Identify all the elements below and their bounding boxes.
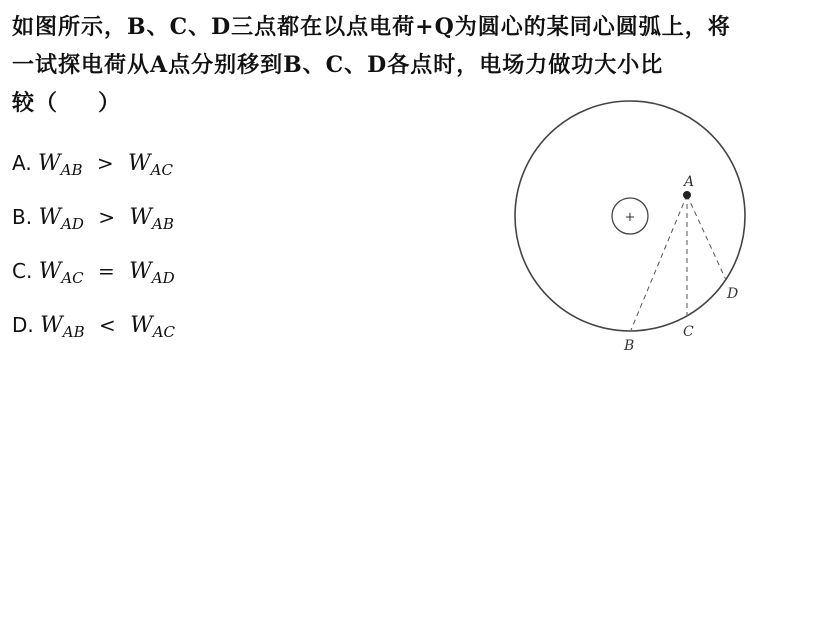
option-b-left: $W_{AD}$ — [38, 205, 84, 233]
option-a[interactable] — [12, 148, 173, 178]
option-b-relation: > — [98, 205, 116, 229]
option-c-right: $W_{AD}$ — [129, 259, 175, 287]
line-a-b — [631, 195, 687, 330]
stem-line-1: 如图所示，B、C、D三点都在以点电荷+Q为圆心的某同心圆弧上，将 — [12, 14, 731, 40]
label-b: B — [624, 338, 635, 354]
label-a: A — [684, 174, 695, 190]
point-a-dot — [683, 191, 691, 199]
stem-line-2: 一试探电荷从A点分别移到B、C、D各点时，电场力做功大小比 — [12, 52, 664, 78]
option-d-letter: D. — [12, 313, 34, 337]
charge-plus-sign: + — [624, 210, 636, 225]
option-a-letter: A. — [12, 151, 32, 175]
option-c-letter: C. — [12, 259, 33, 283]
option-c[interactable] — [12, 256, 175, 286]
option-d-relation: < — [98, 313, 116, 337]
line-a-d — [687, 195, 726, 280]
closing-paren: ） — [98, 90, 122, 116]
label-c: C — [683, 324, 694, 340]
option-a-right: $W_{AC}$ — [128, 151, 173, 179]
option-d[interactable] — [12, 310, 175, 340]
field-diagram — [500, 92, 760, 362]
option-d-left: $W_{AB}$ — [40, 313, 85, 341]
option-b-letter: B. — [12, 205, 33, 229]
option-b-right: $W_{AB}$ — [129, 205, 174, 233]
option-a-relation: > — [96, 151, 114, 175]
option-b[interactable] — [12, 202, 174, 232]
option-c-relation: = — [97, 259, 115, 283]
option-a-left: $W_{AB}$ — [38, 151, 83, 179]
label-d: D — [727, 286, 739, 302]
stem-line-3-text: 较（ — [12, 90, 59, 116]
option-c-left: $W_{AC}$ — [38, 259, 84, 287]
option-d-right: $W_{AC}$ — [130, 313, 176, 341]
